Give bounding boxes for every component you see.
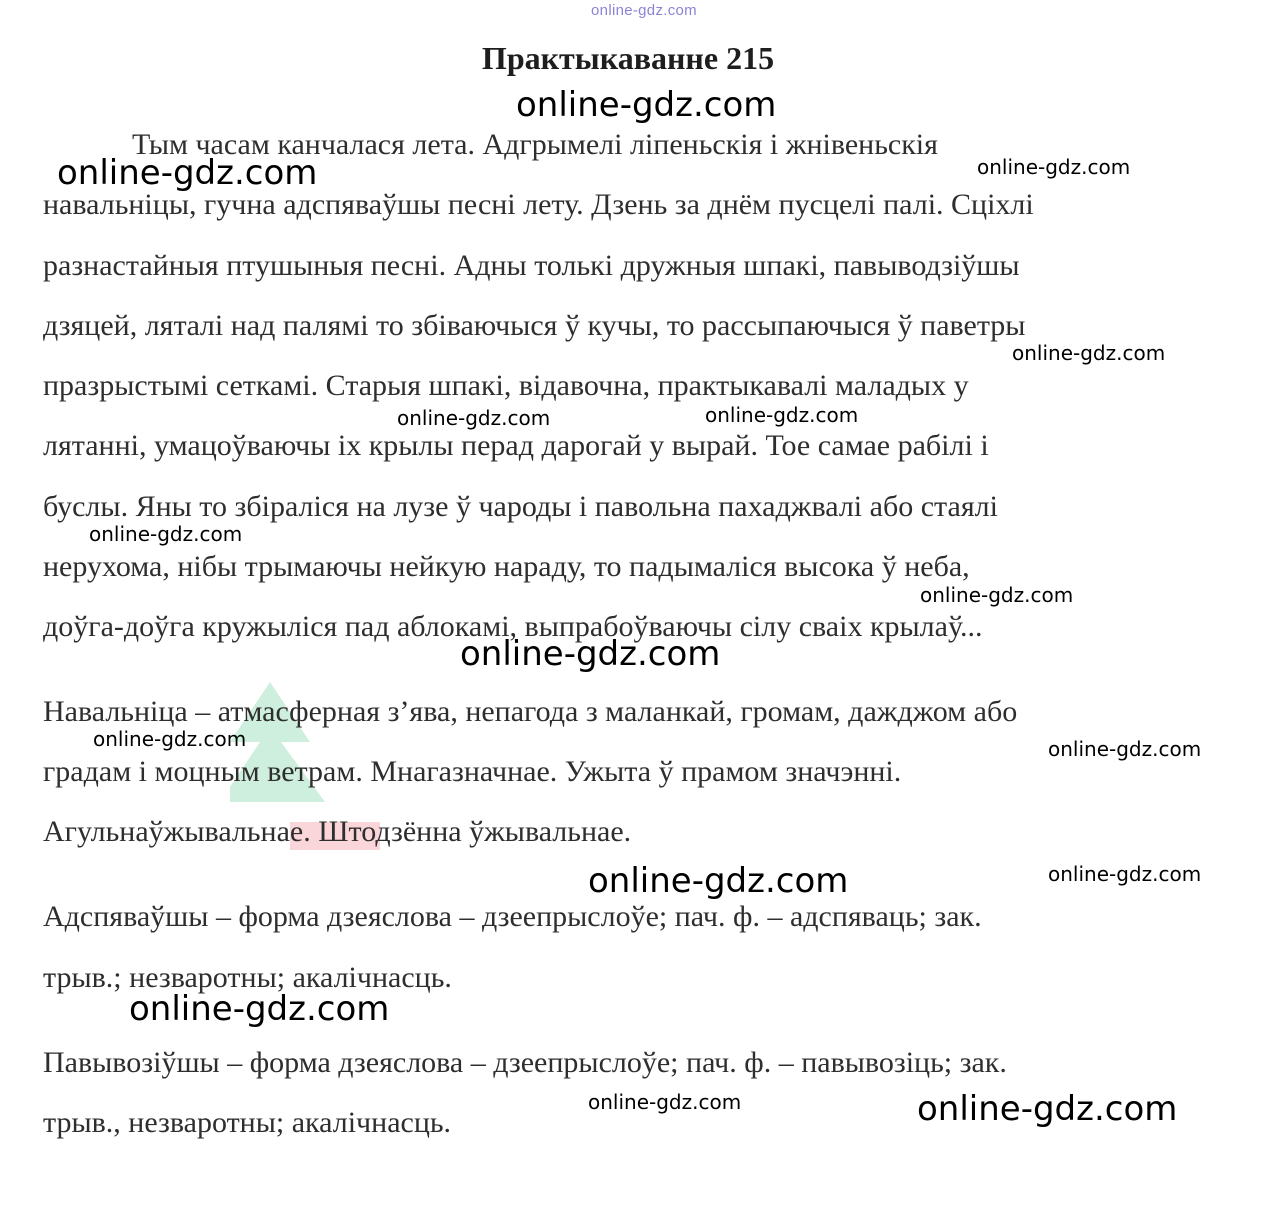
watermark: online-gdz.com — [516, 85, 777, 125]
text-line: доўга-доўга кружыліся пад аблокамі, выпрабоўваючы сілу сваіх крылаў... — [43, 610, 983, 643]
watermark: online-gdz.com — [588, 1090, 742, 1114]
text-line: буслы. Яны то збіраліся на лузе ў чароды і павольна пахаджвалі або стаялі — [43, 490, 998, 523]
watermark: online-gdz.com — [920, 583, 1074, 607]
watermark: online-gdz.com — [1048, 862, 1202, 886]
text-line: нерухома, нібы трымаючы нейкую нараду, то падымаліся высока ў неба, — [43, 550, 970, 583]
watermark: online-gdz.com — [705, 403, 859, 427]
text-line: градам і моцным ветрам. Мнагазначнае. Ужыта ў прамом значэнні. — [43, 755, 902, 788]
text-line: Навальніца – атмасферная з’ява, непагода з маланкай, громам, дажджом або — [43, 695, 1018, 728]
text-line: Агульнаўжывальнае. Штодзённа ўжывальнае. — [43, 815, 632, 848]
watermark: online-gdz.com — [1048, 737, 1202, 761]
text-line: разнастайныя птушыныя песні. Адны толькі дружныя шпакі, павыводзіўшы — [43, 249, 1020, 282]
text-line: трыв.; незваротны; акалічнасць. — [43, 961, 452, 994]
watermark: online-gdz.com — [977, 155, 1131, 179]
watermark: online-gdz.com — [917, 1089, 1178, 1129]
text-line: трыв., незваротны; акалічнасць. — [43, 1106, 452, 1139]
watermark: online-gdz.com — [1012, 341, 1166, 365]
watermark: online-gdz.com — [89, 522, 243, 546]
page-title: Практыкаванне 215 — [481, 40, 775, 76]
watermark: online-gdz.com — [129, 989, 390, 1029]
text-line: дзяцей, лятaлі над палямі то збіваючыся ў кучы, то рассыпаючыся ў паветры — [43, 309, 1026, 342]
text-line: Адспяваўшы – форма дзеяслова – дзеепрыслоўе; пач. ф. – адспяваць; зак. — [43, 900, 982, 933]
text-line: празрыстымі сеткамі. Старыя шпакі, відавочна, практыкавалі маладых у — [43, 369, 969, 402]
text-line: лятанні, умацоўваючы іх крылы перад дарогай у вырай. Тое самае рабілі і — [43, 429, 989, 462]
text-line: Тым часам канчалася лета. Адгрымелі ліпеньскія і жнівеньскія — [132, 128, 938, 161]
watermark: online-gdz.com — [588, 861, 849, 901]
top-watermark: online-gdz.com — [591, 2, 697, 19]
text-line: Павывозіўшы – форма дзеяслова – дзеепрыслоўе; пач. ф. – павывозіць; зак. — [43, 1046, 1007, 1079]
watermark: online-gdz.com — [57, 153, 318, 193]
watermark: online-gdz.com — [93, 727, 247, 751]
watermark: online-gdz.com — [460, 634, 721, 674]
watermark: online-gdz.com — [397, 406, 551, 430]
text-line: навальніцы, гучна адспяваўшы песні лету. Дзень за днём пусцелі палі. Сціхлі — [43, 188, 1034, 221]
